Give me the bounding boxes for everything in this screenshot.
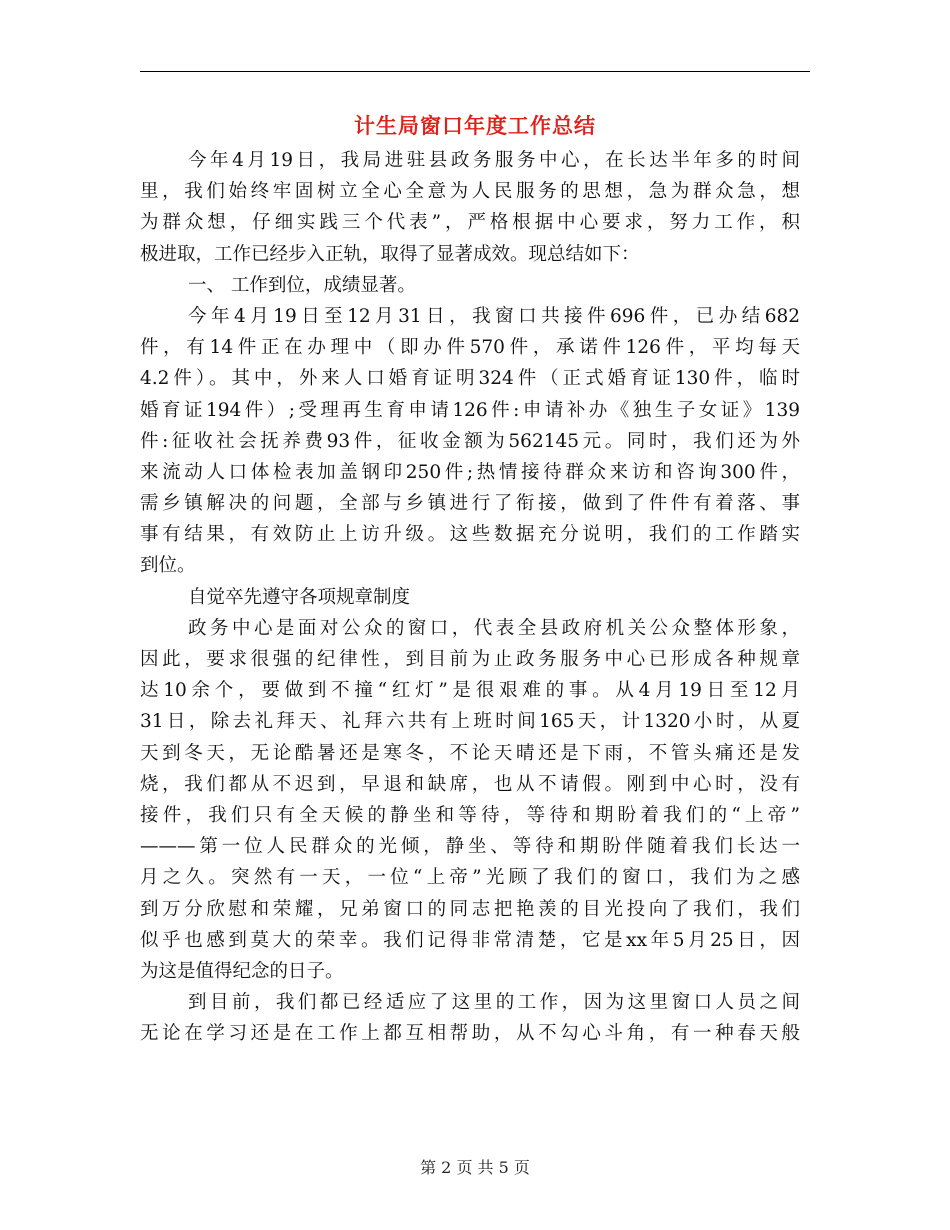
text-line: 因此，要求很强的纪律性，到目前为止政务服务中心已形成各种规章: [140, 649, 800, 670]
text-line: 里，我们始终牢固树立全心全意为人民服务的思想，急为群众急，想: [140, 181, 800, 203]
text-line: 烧，我们都从不迟到，早退和缺席，也从不请假。刚到中心时，没有: [140, 773, 800, 795]
text-line: 似乎也感到莫大的荣幸。我们记得非常清楚，它是xx年5月25日，因: [140, 929, 800, 951]
text-line: 到位。: [140, 555, 196, 577]
section-heading: 一、 工作到位，成绩显著。: [188, 274, 416, 296]
text-line: 31日，除去礼拜天、礼拜六共有上班时间165天，计1320小时，从夏: [140, 711, 800, 733]
text-line: 到万分欣慰和荣耀，兄弟窗口的同志把艳羡的目光投向了我们，我们: [140, 898, 800, 920]
document-body: [140, 145, 800, 1049]
text-line: 4.2件）。其中，外来人口婚育证明324件（正式婚育证130件，临时: [140, 368, 800, 390]
text-line: 为群众想，仔细实践三个代表”，严格根据中心要求，努力工作，积: [140, 212, 800, 234]
text-line: 需乡镇解决的问题，全部与乡镇进行了衔接，做到了件件有着落、事: [140, 493, 800, 515]
text-line: 政务中心是面对公众的窗口，代表全县政府机关公众整体形象，: [188, 617, 800, 639]
text-line: 达10余个，要做到不撞“红灯”是很艰难的事。从4月19日至12月: [140, 680, 800, 702]
text-line: 到目前，我们都已经适应了这里的工作，因为这里窗口人员之间: [188, 992, 800, 1014]
page-footer: 第 2 页 共 5 页: [420, 1158, 530, 1177]
text-line: 接件，我们只有全天候的静坐和等待，等待和期盼着我们的“上帝”: [140, 804, 800, 826]
text-line: 月之久。突然有一天，一位“上帝”光顾了我们的窗口，我们为之感: [140, 867, 800, 889]
text-line: 件:征收社会抚养费93件，征收金额为562145元。同时，我们还为外: [140, 430, 800, 452]
document-title: 计生局窗口年度工作总结: [354, 114, 596, 138]
text-line: 为这是值得纪念的日子。: [140, 960, 344, 982]
header-rule: [140, 71, 810, 72]
text-line: 件，有14件正在办理中（即办件570件，承诺件126件，平均每天: [140, 337, 800, 359]
text-line: 今年4月19日，我局进驻县政务服务中心，在长达半年多的时间: [188, 150, 800, 171]
text-line: 事有结果，有效防止上访升级。这些数据充分说明，我们的工作踏实: [140, 524, 800, 546]
section-heading: 自觉卒先遵守各项规章制度: [188, 586, 411, 608]
text-line: 今年4月19日至12月31日，我窗口共接件696件，已办结682: [188, 305, 800, 327]
text-line: ———第一位人民群众的光倾，静坐、等待和期盼伴随着我们长达一: [140, 836, 800, 858]
text-line: 来流动人口体检表加盖钢印250件;热情接待群众来访和咨询300件，: [140, 461, 800, 483]
text-line: 极进取，工作已经步入正轨，取得了显著成效。现总结如下：: [140, 243, 640, 265]
text-line: 婚育证194件）;受理再生育申请126件:申请补办《独生子女证》139: [140, 399, 800, 421]
text-line: 无论在学习还是在工作上都互相帮助，从不勾心斗角，有一种春天般: [140, 1023, 800, 1045]
text-line: 天到冬天，无论酷暑还是寒冬，不论天晴还是下雨，不管头痛还是发: [140, 742, 800, 764]
